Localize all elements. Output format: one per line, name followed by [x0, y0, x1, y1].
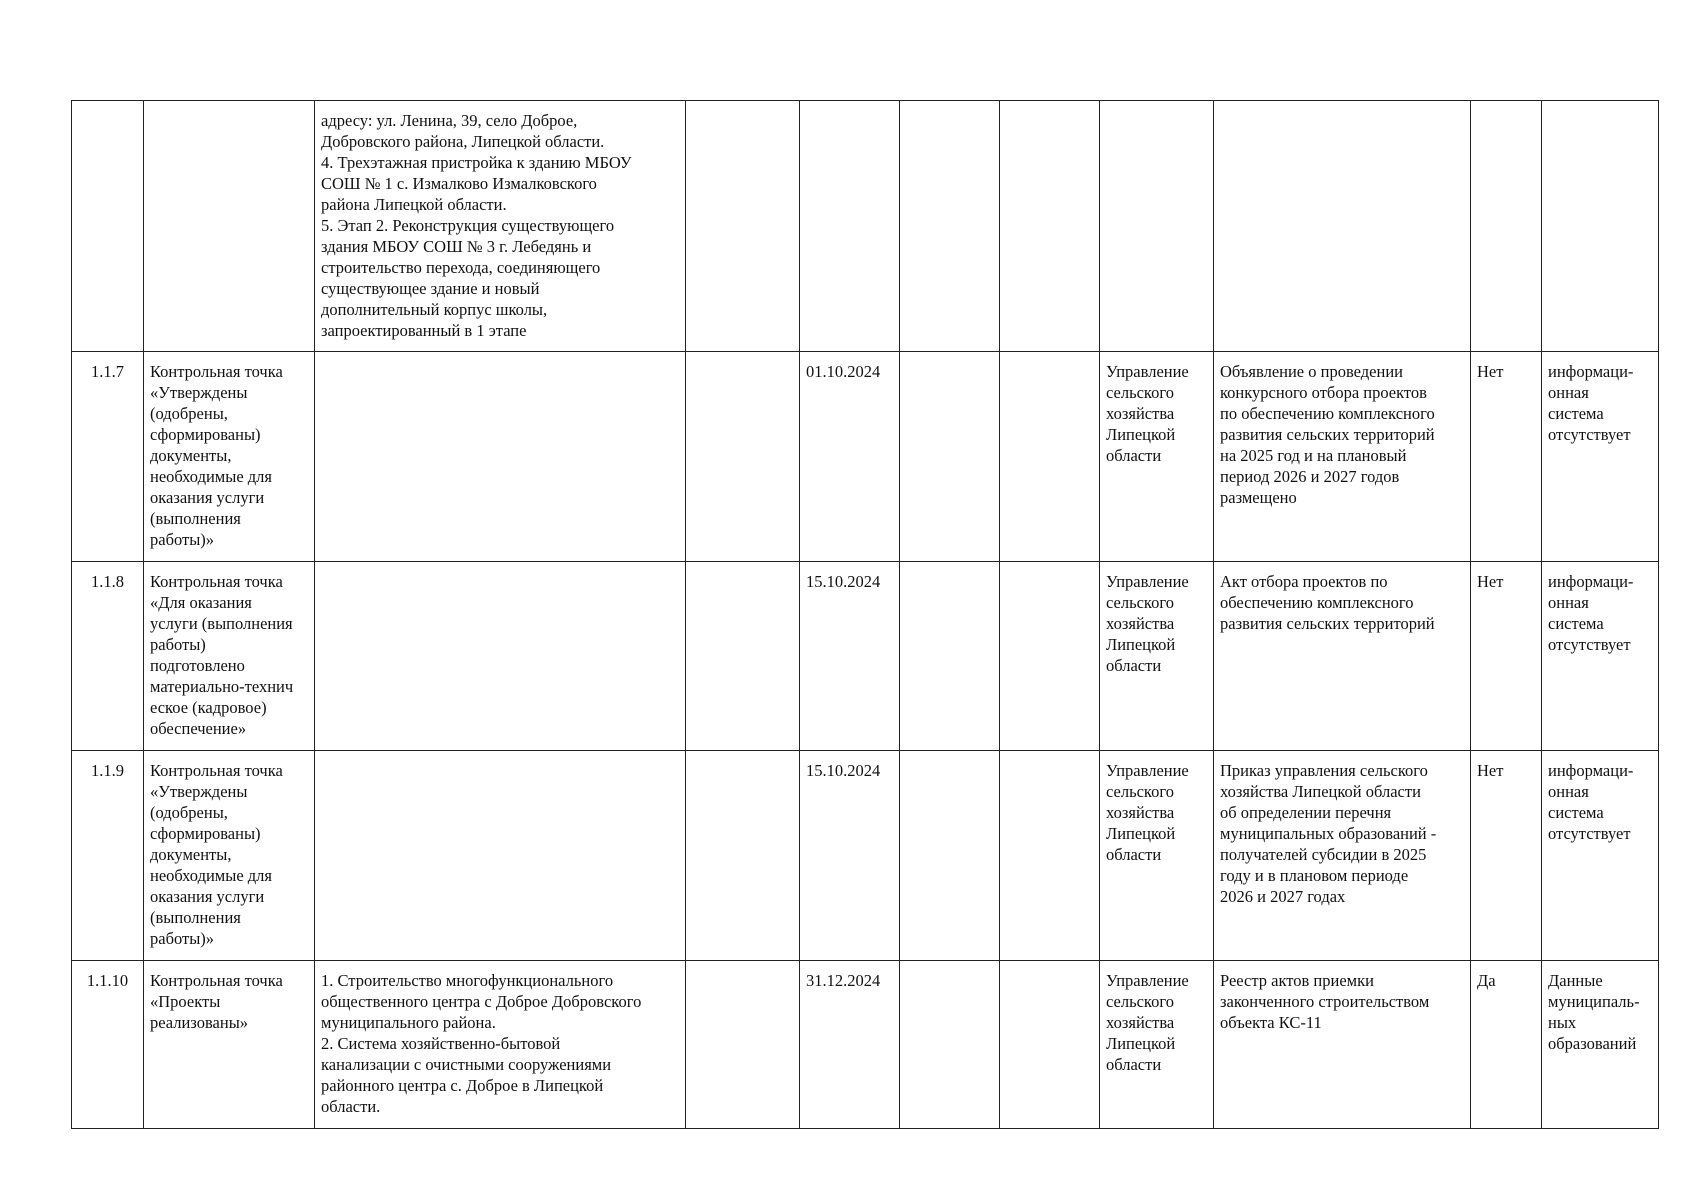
- row-number-cell: 1.1.10: [72, 961, 144, 1129]
- responsible-cell: Управление сельского хозяйства Липецкой области: [1100, 562, 1214, 751]
- flag-cell: Нет: [1471, 352, 1542, 562]
- objects-cell: адресу: ул. Ленина, 39, село Доброе, Добровского района, Липецкой области. 4. Трехэтажная пристройка к зданию МБОУ СОШ № 1 с. Измалково Измалковского района Липецкой области. 5. Этап 2. Реконструкция существующего здания МБОУ СОШ № 3 г. Лебедянь и строительство перехода, соединяющего существующее здание и новый дополнительный корпус школы, запроектированный в 1 этапе: [315, 101, 686, 352]
- row-number-cell: 1.1.8: [72, 562, 144, 751]
- empty-cell: [1000, 101, 1100, 352]
- empty-cell: [686, 562, 800, 751]
- document-cell: Объявление о проведении конкурсного отбора проектов по обеспечению комплексного развития сельских территорий на 2025 год и на плановый период 2026 и 2027 годов размещено: [1214, 352, 1471, 562]
- table-row: [72, 352, 1659, 562]
- responsible-cell: [1100, 101, 1214, 352]
- info-system-cell: Данные муниципаль- ных образований: [1542, 961, 1659, 1129]
- info-system-cell: [1542, 101, 1659, 352]
- empty-cell: [686, 751, 800, 961]
- flag-cell: [1471, 101, 1542, 352]
- empty-cell: [900, 352, 1000, 562]
- date-cell: 15.10.2024: [800, 751, 900, 961]
- empty-cell: [686, 961, 800, 1129]
- empty-cell: [1000, 751, 1100, 961]
- empty-cell: [686, 101, 800, 352]
- date-cell: 01.10.2024: [800, 352, 900, 562]
- row-number-cell: [72, 101, 144, 352]
- event-name-cell: Контрольная точка «Для оказания услуги (выполнения работы) подготовлено материально-технич еское (кадровое) обеспечение»: [144, 562, 315, 751]
- table-row: [72, 961, 1659, 1129]
- date-cell: [800, 101, 900, 352]
- control-points-table: [71, 100, 1659, 1129]
- document-cell: Реестр актов приемки законченного строительством объекта КС-11: [1214, 961, 1471, 1129]
- empty-cell: [900, 961, 1000, 1129]
- document-cell: Акт отбора проектов по обеспечению комплексного развития сельских территорий: [1214, 562, 1471, 751]
- document-cell: Приказ управления сельского хозяйства Липецкой области об определении перечня муниципальных образований - получателей субсидии в 2025 году и в плановом периоде 2026 и 2027 годах: [1214, 751, 1471, 961]
- responsible-cell: Управление сельского хозяйства Липецкой области: [1100, 352, 1214, 562]
- table-row: [72, 562, 1659, 751]
- info-system-cell: информаци- онная система отсутствует: [1542, 352, 1659, 562]
- flag-cell: Нет: [1471, 751, 1542, 961]
- objects-cell: [315, 751, 686, 961]
- empty-cell: [900, 562, 1000, 751]
- table-row: [72, 101, 1659, 352]
- info-system-cell: информаци- онная система отсутствует: [1542, 751, 1659, 961]
- date-cell: 15.10.2024: [800, 562, 900, 751]
- event-name-cell: [144, 101, 315, 352]
- date-cell: 31.12.2024: [800, 961, 900, 1129]
- document-cell: [1214, 101, 1471, 352]
- event-name-cell: Контрольная точка «Проекты реализованы»: [144, 961, 315, 1129]
- empty-cell: [900, 101, 1000, 352]
- flag-cell: Нет: [1471, 562, 1542, 751]
- info-system-cell: информаци- онная система отсутствует: [1542, 562, 1659, 751]
- empty-cell: [686, 352, 800, 562]
- empty-cell: [1000, 352, 1100, 562]
- empty-cell: [900, 751, 1000, 961]
- responsible-cell: Управление сельского хозяйства Липецкой области: [1100, 961, 1214, 1129]
- objects-cell: 1. Строительство многофункционального общественного центра с Доброе Добровского муниципального района. 2. Система хозяйственно-бытовой канализации с очистными сооружениями районного центра с. Доброе в Липецкой области.: [315, 961, 686, 1129]
- flag-cell: Да: [1471, 961, 1542, 1129]
- event-name-cell: Контрольная точка «Утверждены (одобрены, сформированы) документы, необходимые для оказания услуги (выполнения работы)»: [144, 751, 315, 961]
- row-number-cell: 1.1.9: [72, 751, 144, 961]
- responsible-cell: Управление сельского хозяйства Липецкой области: [1100, 751, 1214, 961]
- objects-cell: [315, 562, 686, 751]
- objects-cell: [315, 352, 686, 562]
- row-number-cell: 1.1.7: [72, 352, 144, 562]
- empty-cell: [1000, 562, 1100, 751]
- table-row: [72, 751, 1659, 961]
- event-name-cell: Контрольная точка «Утверждены (одобрены, сформированы) документы, необходимые для оказания услуги (выполнения работы)»: [144, 352, 315, 562]
- empty-cell: [1000, 961, 1100, 1129]
